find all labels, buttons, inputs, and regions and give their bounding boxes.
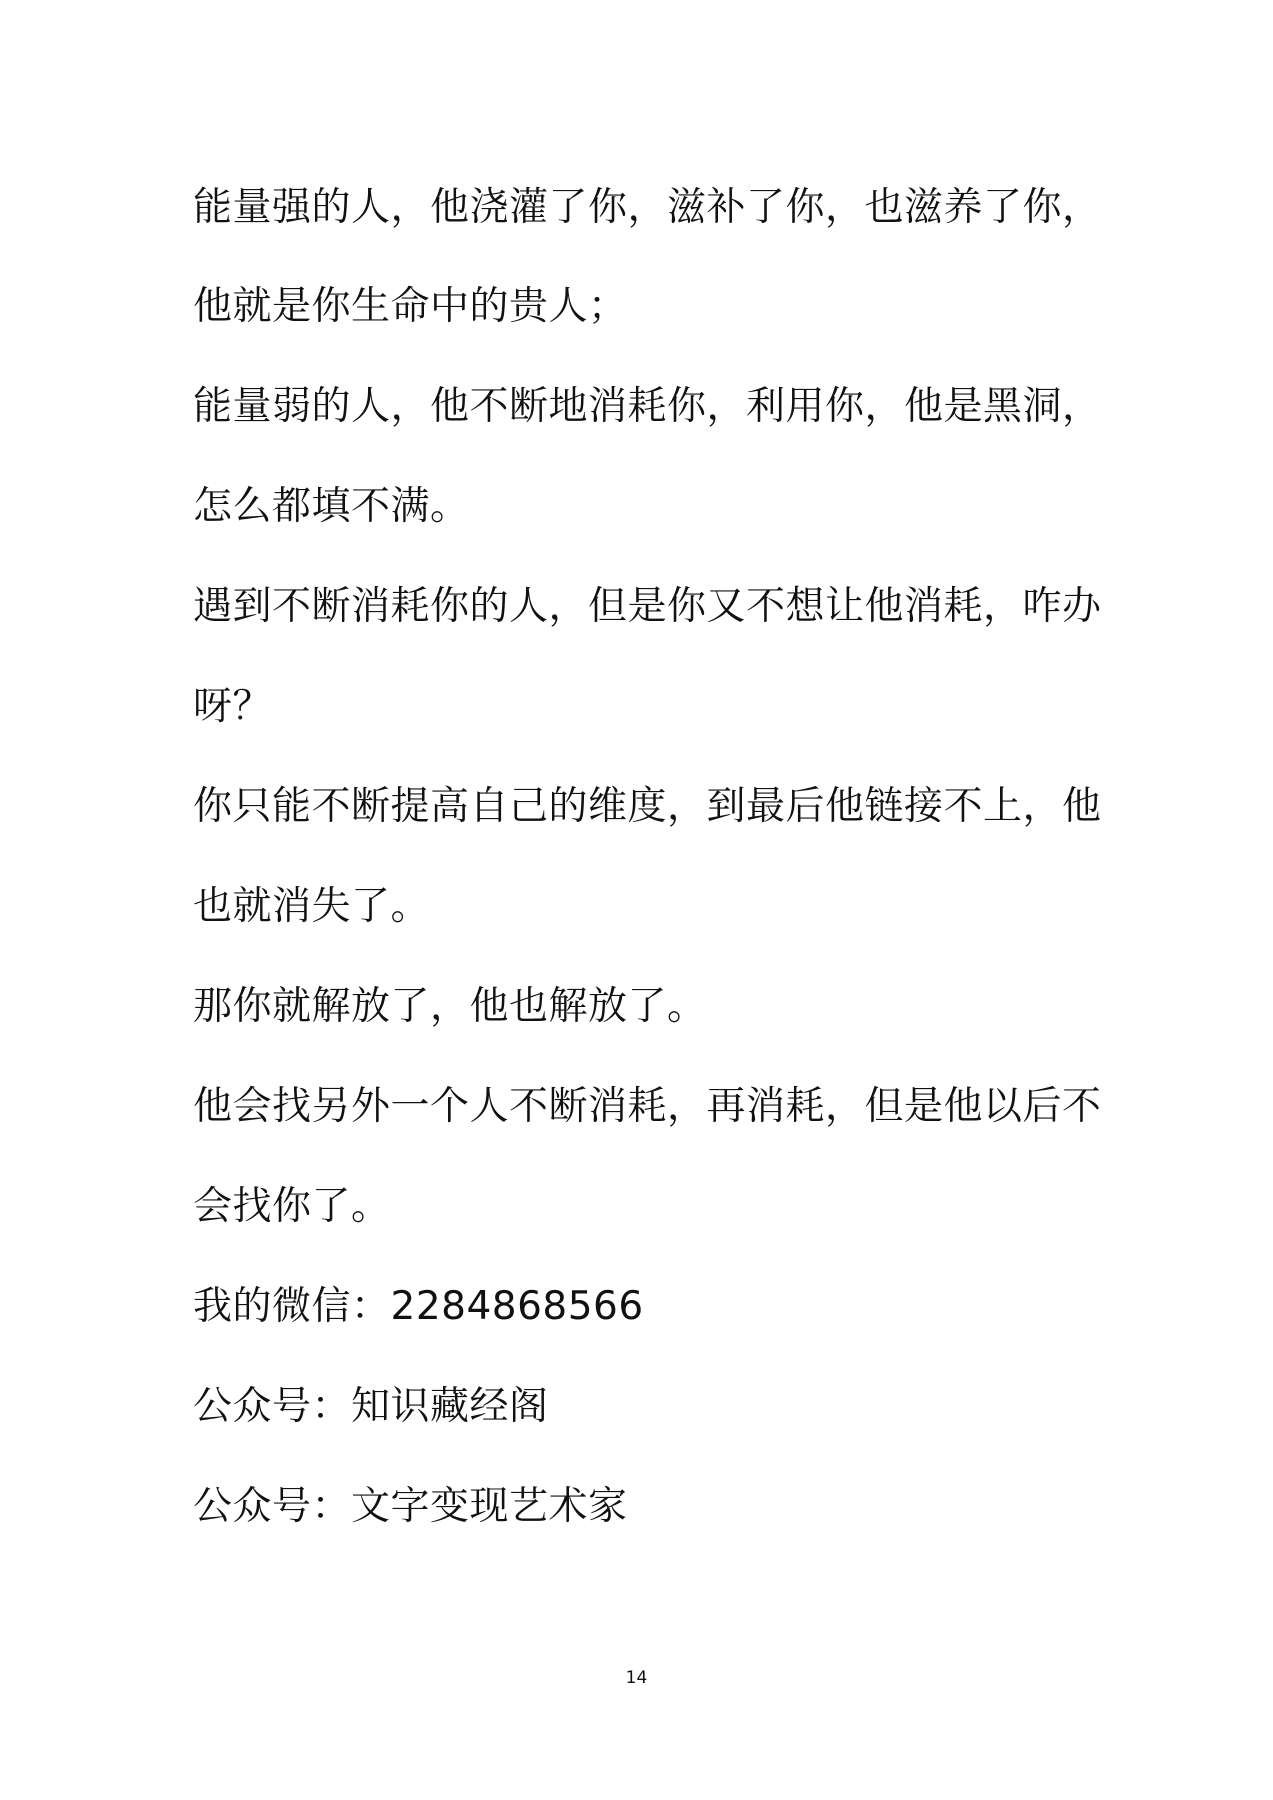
official-account-line: 公众号：文字变现艺术家 [193,1484,628,1529]
paragraph-line: 能量弱的人，他不断地消耗你，利用你，他是黑洞， [193,384,1102,429]
wechat-contact-line: 我的微信：2284868566 [193,1284,644,1329]
paragraph-line: 他会找另外一个人不断消耗，再消耗，但是他以后不 [193,1084,1102,1129]
paragraph-line: 遇到不断消耗你的人，但是你又不想让他消耗，咋办 [193,584,1102,629]
paragraph-line: 他就是你生命中的贵人； [193,284,628,329]
paragraph-line: 会找你了。 [193,1184,391,1229]
paragraph-line: 你只能不断提高自己的维度，到最后他链接不上，他 [193,784,1102,829]
page-number: 14 [625,1668,648,1688]
paragraph-line: 那你就解放了，他也解放了。 [193,984,707,1029]
official-account-line: 公众号：知识藏经阁 [193,1384,549,1429]
paragraph-line: 怎么都填不满。 [193,484,470,529]
paragraph-line: 呀？ [193,684,273,729]
paragraph-line: 也就消失了。 [193,884,431,929]
paragraph-line: 能量强的人，他浇灌了你，滋补了你，也滋养了你， [193,185,1102,230]
